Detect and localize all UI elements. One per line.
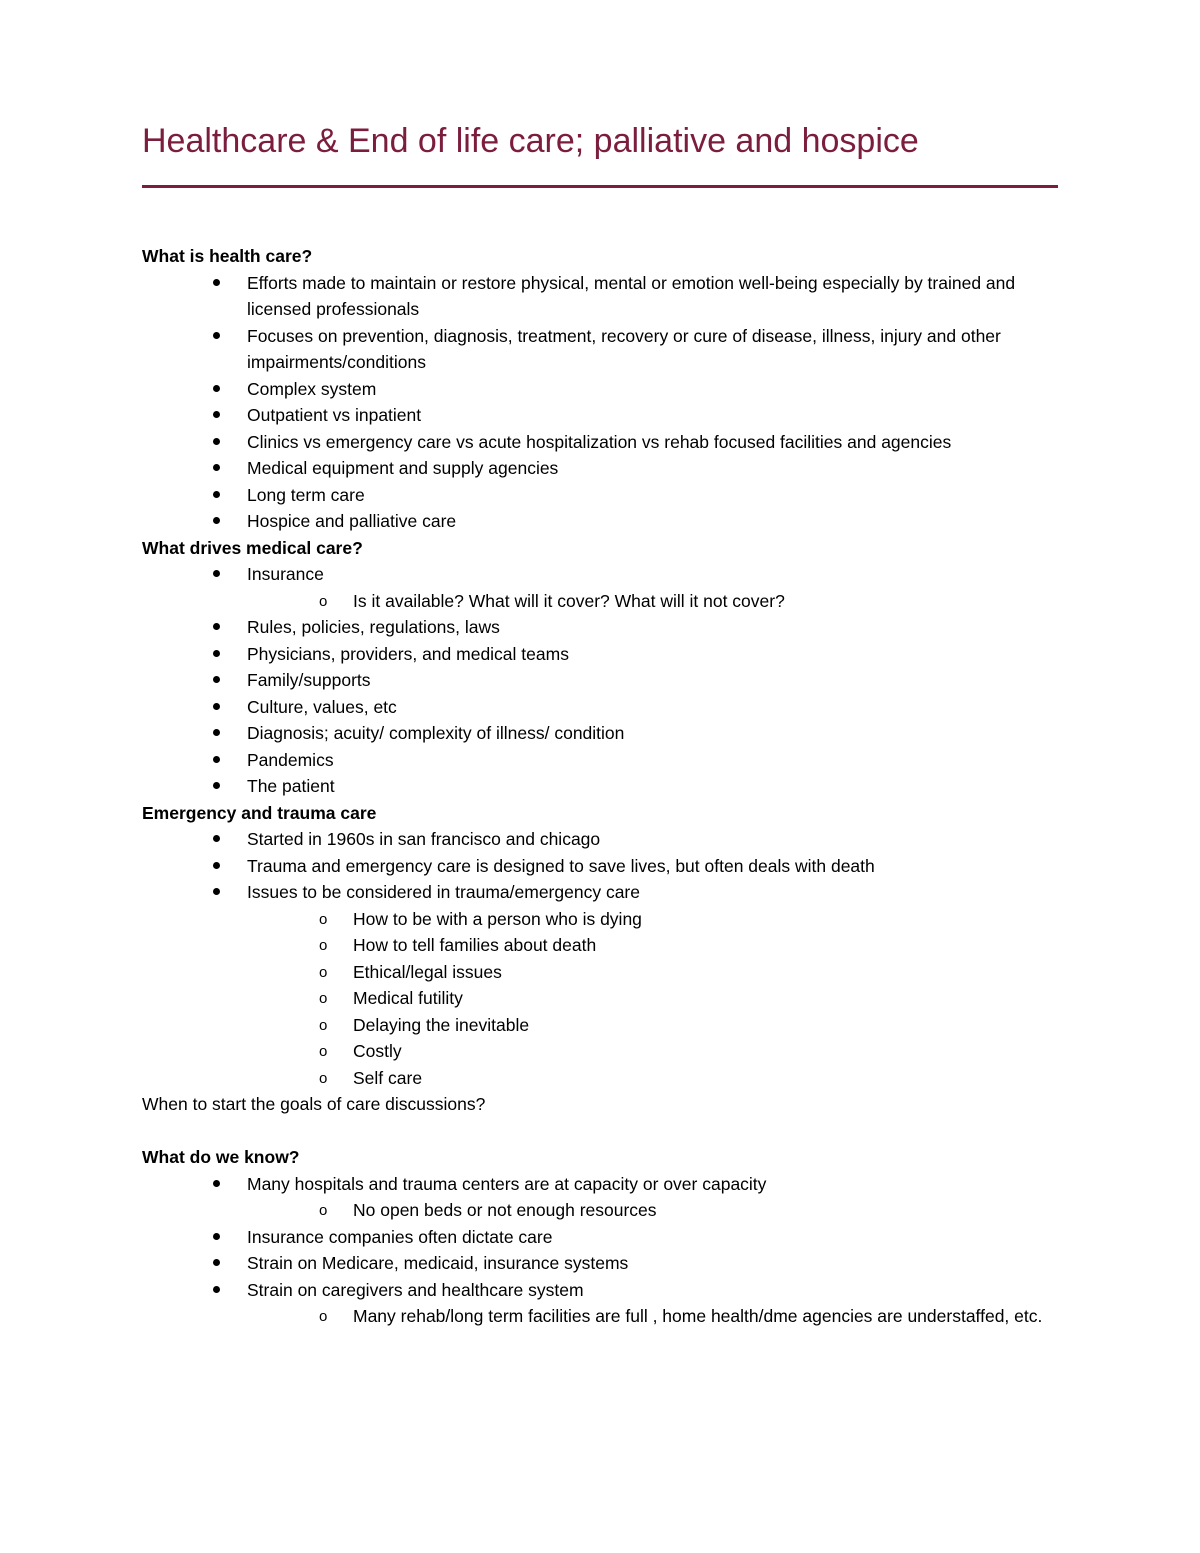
sublist-item <box>142 1197 1058 1224</box>
list-item <box>142 561 1058 588</box>
health-care-list <box>142 270 1058 535</box>
section-heading-know: What do we know? <box>142 1147 300 1167</box>
bullet-icon <box>213 1286 220 1293</box>
list-item <box>142 402 1058 429</box>
list-item <box>142 720 1058 747</box>
bullet-o-icon: o <box>319 592 328 610</box>
insurance-sublist <box>142 588 1058 615</box>
list-item-text: Culture, values, etc <box>247 696 397 717</box>
sublist-item <box>142 1038 1058 1065</box>
section-heading-health-care: What is health care? <box>142 246 313 266</box>
list-item-text: Insurance companies often dictate care <box>247 1226 553 1247</box>
list-item-text: Pandemics <box>247 749 334 770</box>
know-list <box>142 1171 1058 1198</box>
sublist-item-text: Costly <box>353 1041 402 1061</box>
list-item <box>142 1224 1058 1251</box>
list-item <box>142 376 1058 403</box>
goals-question: When to start the goals of care discussions? <box>142 1094 486 1114</box>
list-item-text: Rules, policies, regulations, laws <box>247 617 500 637</box>
list-item <box>142 853 1058 880</box>
bullet-icon <box>213 517 220 524</box>
list-item-text: Medical equipment and supply agencies <box>247 458 559 478</box>
bullet-icon <box>213 650 220 657</box>
title-divider <box>142 185 1058 188</box>
list-item-text: Strain on caregivers and healthcare system <box>247 1279 584 1300</box>
document-body <box>142 243 1058 1330</box>
list-item-text: Issues to be considered in trauma/emergency care <box>247 882 640 902</box>
list-item-text: Family/supports <box>247 670 371 690</box>
list-item <box>142 826 1058 853</box>
list-item <box>142 482 1058 509</box>
bullet-icon <box>213 835 220 842</box>
bullet-icon <box>213 279 220 286</box>
list-item <box>142 694 1058 721</box>
list-item-text: Outpatient vs inpatient <box>247 405 422 425</box>
bullet-o-icon: o <box>319 1202 328 1219</box>
sublist-item <box>142 588 1058 615</box>
bullet-icon <box>213 888 220 895</box>
spacer <box>142 1118 1058 1145</box>
list-item-text: Focuses on prevention, diagnosis, treatment, recovery or cure of disease, illness, injury and other impairments/conditions <box>247 325 1001 372</box>
emergency-list <box>142 826 1058 906</box>
list-item <box>142 641 1058 668</box>
bullet-icon <box>213 1180 220 1187</box>
list-item <box>142 429 1058 456</box>
list-item <box>142 747 1058 774</box>
bullet-icon <box>213 623 220 630</box>
list-item-text: Long term care <box>247 484 365 505</box>
bullet-icon <box>213 411 220 418</box>
bullet-icon <box>213 385 220 392</box>
sublist-item <box>142 932 1058 959</box>
list-item-text: Trauma and emergency care is designed to save lives, but often deals with death <box>247 855 875 876</box>
sublist-item-text: How to be with a person who is dying <box>353 908 642 929</box>
bullet-o-icon: o <box>319 937 328 954</box>
caregivers-sublist <box>142 1303 1058 1330</box>
bullet-o-icon: o <box>319 963 328 981</box>
bullet-icon <box>213 438 220 445</box>
sublist-item <box>142 985 1058 1012</box>
section-heading-drives: What drives medical care? <box>142 537 363 558</box>
sublist-item-text: Ethical/legal issues <box>353 961 502 982</box>
bullet-icon <box>213 491 220 498</box>
sublist-item-text: Self care <box>353 1067 423 1088</box>
list-item <box>142 667 1058 694</box>
bullet-icon <box>213 332 220 339</box>
know-list-continued <box>142 1224 1058 1304</box>
issues-sublist <box>142 906 1058 1092</box>
list-item-text: Started in 1960s in san francisco and chicago <box>247 829 601 849</box>
drives-list-continued <box>142 614 1058 800</box>
sublist-item-text: Many rehab/long term facilities are full , home health/dme agencies are understaffed, etc. <box>353 1306 1043 1326</box>
sublist-item <box>142 1303 1058 1330</box>
bullet-o-icon: o <box>319 1308 328 1325</box>
list-item <box>142 1250 1058 1277</box>
sublist-item-text: Is it available? What will it cover? What will it not cover? <box>353 590 785 611</box>
bullet-icon <box>213 729 220 736</box>
list-item-text: The patient <box>247 776 335 796</box>
bullet-icon <box>213 1233 220 1240</box>
bullet-icon <box>213 862 220 869</box>
list-item-text: Insurance <box>247 564 324 584</box>
page-title: Healthcare & End of life care; palliative and hospice <box>142 122 919 160</box>
bullet-icon <box>213 570 220 577</box>
sublist-item <box>142 959 1058 986</box>
drives-list <box>142 561 1058 588</box>
list-item-text: Efforts made to maintain or restore physical, mental or emotion well-being especially by trained and licensed professionals <box>247 272 1016 319</box>
bullet-o-icon: o <box>319 1016 328 1034</box>
capacity-sublist <box>142 1197 1058 1224</box>
bullet-icon <box>213 782 220 789</box>
bullet-icon <box>213 756 220 763</box>
list-item <box>142 508 1058 535</box>
bullet-icon <box>213 703 220 710</box>
list-item-text: Many hospitals and trauma centers are at capacity or over capacity <box>247 1173 767 1194</box>
list-item-text: Complex system <box>247 378 377 399</box>
bullet-o-icon: o <box>319 990 328 1007</box>
list-item <box>142 323 1058 376</box>
list-item-text: Strain on Medicare, medicaid, insurance systems <box>247 1253 629 1273</box>
sublist-item-text: Medical futility <box>353 988 463 1008</box>
list-item <box>142 270 1058 323</box>
bullet-o-icon: o <box>319 910 328 928</box>
list-item-text: Physicians, providers, and medical teams <box>247 643 569 664</box>
bullet-icon <box>213 464 220 471</box>
sublist-item <box>142 906 1058 933</box>
list-item <box>142 1171 1058 1198</box>
list-item-text: Clinics vs emergency care vs acute hospitalization vs rehab focused facilities and agencies <box>247 431 952 452</box>
bullet-icon <box>213 1259 220 1266</box>
list-item-text: Diagnosis; acuity/ complexity of illness/ condition <box>247 723 625 743</box>
bullet-o-icon: o <box>319 1043 328 1060</box>
sublist-item <box>142 1065 1058 1092</box>
bullet-o-icon: o <box>319 1069 328 1087</box>
list-item <box>142 1277 1058 1304</box>
sublist-item-text: Delaying the inevitable <box>353 1014 530 1035</box>
section-heading-emergency: Emergency and trauma care <box>142 802 377 823</box>
list-item <box>142 879 1058 906</box>
bullet-icon <box>213 676 220 683</box>
list-item <box>142 773 1058 800</box>
sublist-item-text: How to tell families about death <box>353 935 597 955</box>
list-item <box>142 614 1058 641</box>
list-item <box>142 455 1058 482</box>
sublist-item-text: No open beds or not enough resources <box>353 1200 657 1220</box>
sublist-item <box>142 1012 1058 1039</box>
list-item-text: Hospice and palliative care <box>247 511 457 531</box>
